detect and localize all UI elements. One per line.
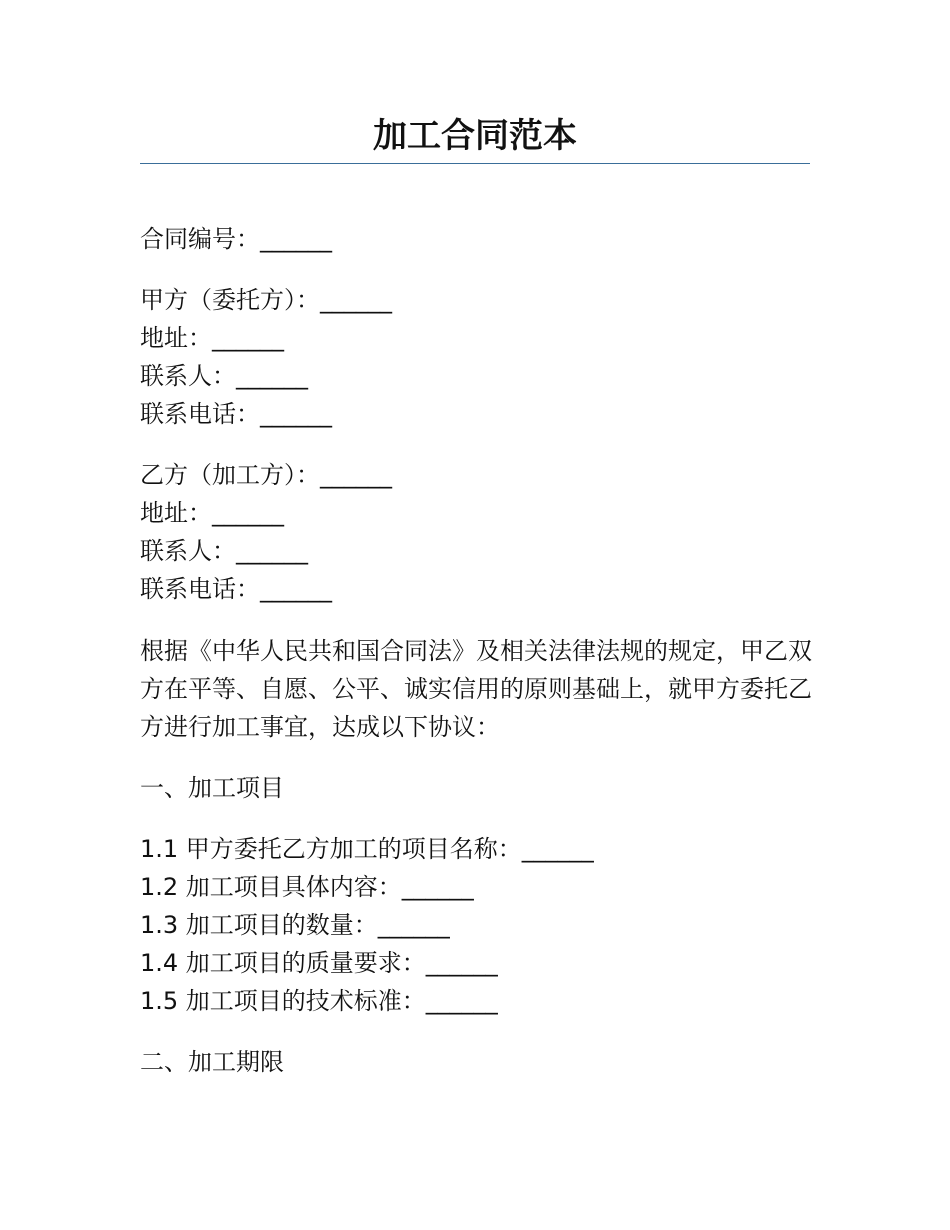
section-1-item: 1.2 加工项目具体内容：______ [140, 873, 474, 901]
contract-number: 合同编号：______ [140, 225, 332, 253]
section-1-item: 1.3 加工项目的数量：______ [140, 911, 450, 939]
party-b-name: 乙方（加工方）：______ [140, 461, 392, 489]
party-b-address: 地址：______ [140, 499, 284, 527]
section-1-item: 1.5 加工项目的技术标准：______ [140, 987, 498, 1015]
party-b-phone: 联系电话：______ [140, 575, 332, 603]
section-1-heading: 一、加工项目 [140, 774, 284, 802]
party-a-contact: 联系人：______ [140, 362, 308, 390]
party-a-address: 地址：______ [140, 324, 284, 352]
party-a-name: 甲方（委托方）：______ [140, 286, 392, 314]
section-2-heading: 二、加工期限 [140, 1048, 284, 1076]
section-1-item: 1.1 甲方委托乙方加工的项目名称：______ [140, 835, 594, 863]
party-b-contact: 联系人：______ [140, 537, 308, 565]
party-a-phone: 联系电话：______ [140, 400, 332, 428]
section-1-item: 1.4 加工项目的质量要求：______ [140, 949, 498, 977]
document-title: 加工合同范本 [373, 116, 577, 156]
preamble-paragraph: 根据《中华人民共和国合同法》及相关法律法规的规定，甲乙双方在平等、自愿、公平、诚实信用的原则基础上，就甲方委托乙方进行加工事宜，达成以下协议： [140, 637, 812, 741]
title-divider [140, 163, 810, 164]
